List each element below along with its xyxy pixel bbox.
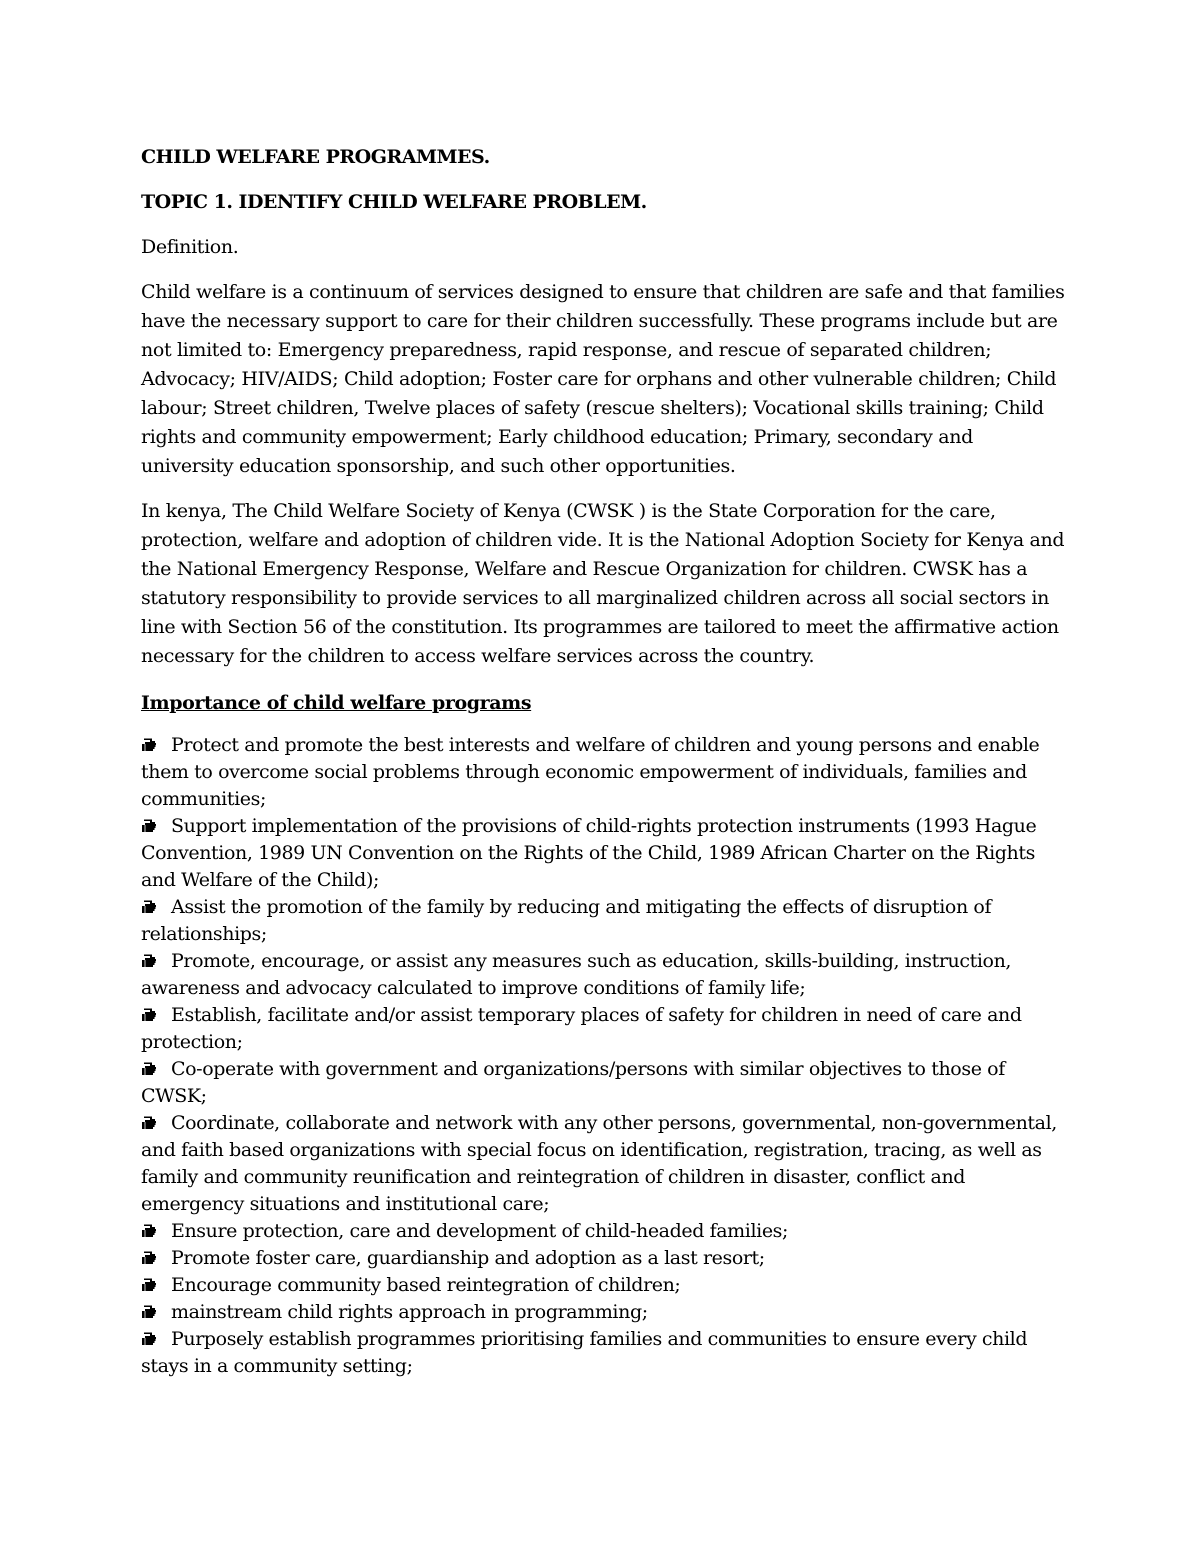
pointing-hand-icon — [141, 1008, 157, 1022]
bullet-text: Protect and promote the best interests and welfare of children and young persons and enable them to overcome social problems through economic empowerment of individuals, families and communities; — [141, 734, 1040, 810]
definition-label: Definition. — [141, 236, 239, 258]
document-page — [141, 143, 1066, 1380]
list-item — [141, 894, 1066, 948]
list-item — [141, 948, 1066, 1002]
bullet-text: Co-operate with government and organizations/persons with similar objectives to those of CWSK; — [141, 1058, 1005, 1107]
bullet-text: mainstream child rights approach in programming; — [171, 1301, 648, 1323]
bullet-text: Encourage community based reintegration of children; — [171, 1274, 681, 1296]
pointing-hand-icon — [141, 900, 157, 914]
list-item — [141, 732, 1066, 813]
pointing-hand-icon — [141, 1116, 157, 1130]
pointing-hand-icon — [141, 1251, 157, 1265]
bullet-text: Promote, encourage, or assist any measures such as education, skills-building, instruction, awareness and advocacy calculated to improve conditions of family life; — [141, 950, 1012, 999]
pointing-hand-icon — [141, 954, 157, 968]
pointing-hand-icon — [141, 1332, 157, 1346]
list-item — [141, 1056, 1066, 1110]
list-item — [141, 1110, 1066, 1218]
importance-bullet-list — [141, 732, 1066, 1380]
cwsk-paragraph: In kenya, The Child Welfare Society of Kenya (CWSK ) is the State Corporation for the care, protection, welfare and adoption of children vide. It is the National Adoption Society for Kenya and the National Emergency Response, Welfare and Rescue Organization for children. CWSK has a statutory responsibility to provide services to all marginalized children across all social sectors in line with Section 56 of the constitution. Its programmes are tailored to meet the affirmative action necessary for the children to access welfare services across the country. — [141, 500, 1065, 667]
pointing-hand-icon — [141, 819, 157, 833]
list-item — [141, 1326, 1066, 1380]
pointing-hand-icon — [141, 1278, 157, 1292]
list-item — [141, 1002, 1066, 1056]
pointing-hand-icon — [141, 1224, 157, 1238]
bullet-text: Coordinate, collaborate and network with any other persons, governmental, non-governmental, and faith based organizations with special focus on identification, registration, tracing, as well as family and community reunification and reintegration of children in disaster, conflict and emergency situations and institutional care; — [141, 1112, 1057, 1215]
document-title: CHILD WELFARE PROGRAMMES. — [141, 146, 490, 168]
bullet-text: Purposely establish programmes prioritising families and communities to ensure every child stays in a community setting; — [141, 1328, 1028, 1377]
pointing-hand-icon — [141, 1305, 157, 1319]
bullet-text: Promote foster care, guardianship and adoption as a last resort; — [171, 1247, 765, 1269]
list-item — [141, 813, 1066, 894]
list-item — [141, 1245, 1066, 1272]
definition-paragraph: Child welfare is a continuum of services designed to ensure that children are safe and that families have the necessary support to care for their children successfully. These programs include but are not limited to: Emergency preparedness, rapid response, and rescue of separated children; Advocacy; HIV/AIDS; Child adoption; Foster care for orphans and other vulnerable children; Child labour; Street children, Twelve places of safety (rescue shelters); Vocational skills training; Child rights and community empowerment; Early childhood education; Primary, secondary and university education sponsorship, and such other opportunities. — [141, 281, 1065, 477]
bullet-text: Support implementation of the provisions of child-rights protection instruments (1993 Hague Convention, 1989 UN Convention on the Rights of the Child, 1989 African Charter on the Rights and Welfare of the Child); — [141, 815, 1037, 891]
bullet-text: Establish, facilitate and/or assist temporary places of safety for children in need of care and protection; — [141, 1004, 1022, 1053]
bullet-text: Assist the promotion of the family by reducing and mitigating the effects of disruption of relationships; — [141, 896, 992, 945]
list-item — [141, 1218, 1066, 1245]
importance-heading: Importance of child welfare programs — [141, 692, 532, 714]
list-item — [141, 1272, 1066, 1299]
pointing-hand-icon — [141, 1062, 157, 1076]
pointing-hand-icon — [141, 738, 157, 752]
list-item — [141, 1299, 1066, 1326]
bullet-text: Ensure protection, care and development of child-headed families; — [171, 1220, 789, 1242]
topic-heading: TOPIC 1. IDENTIFY CHILD WELFARE PROBLEM. — [141, 191, 647, 213]
